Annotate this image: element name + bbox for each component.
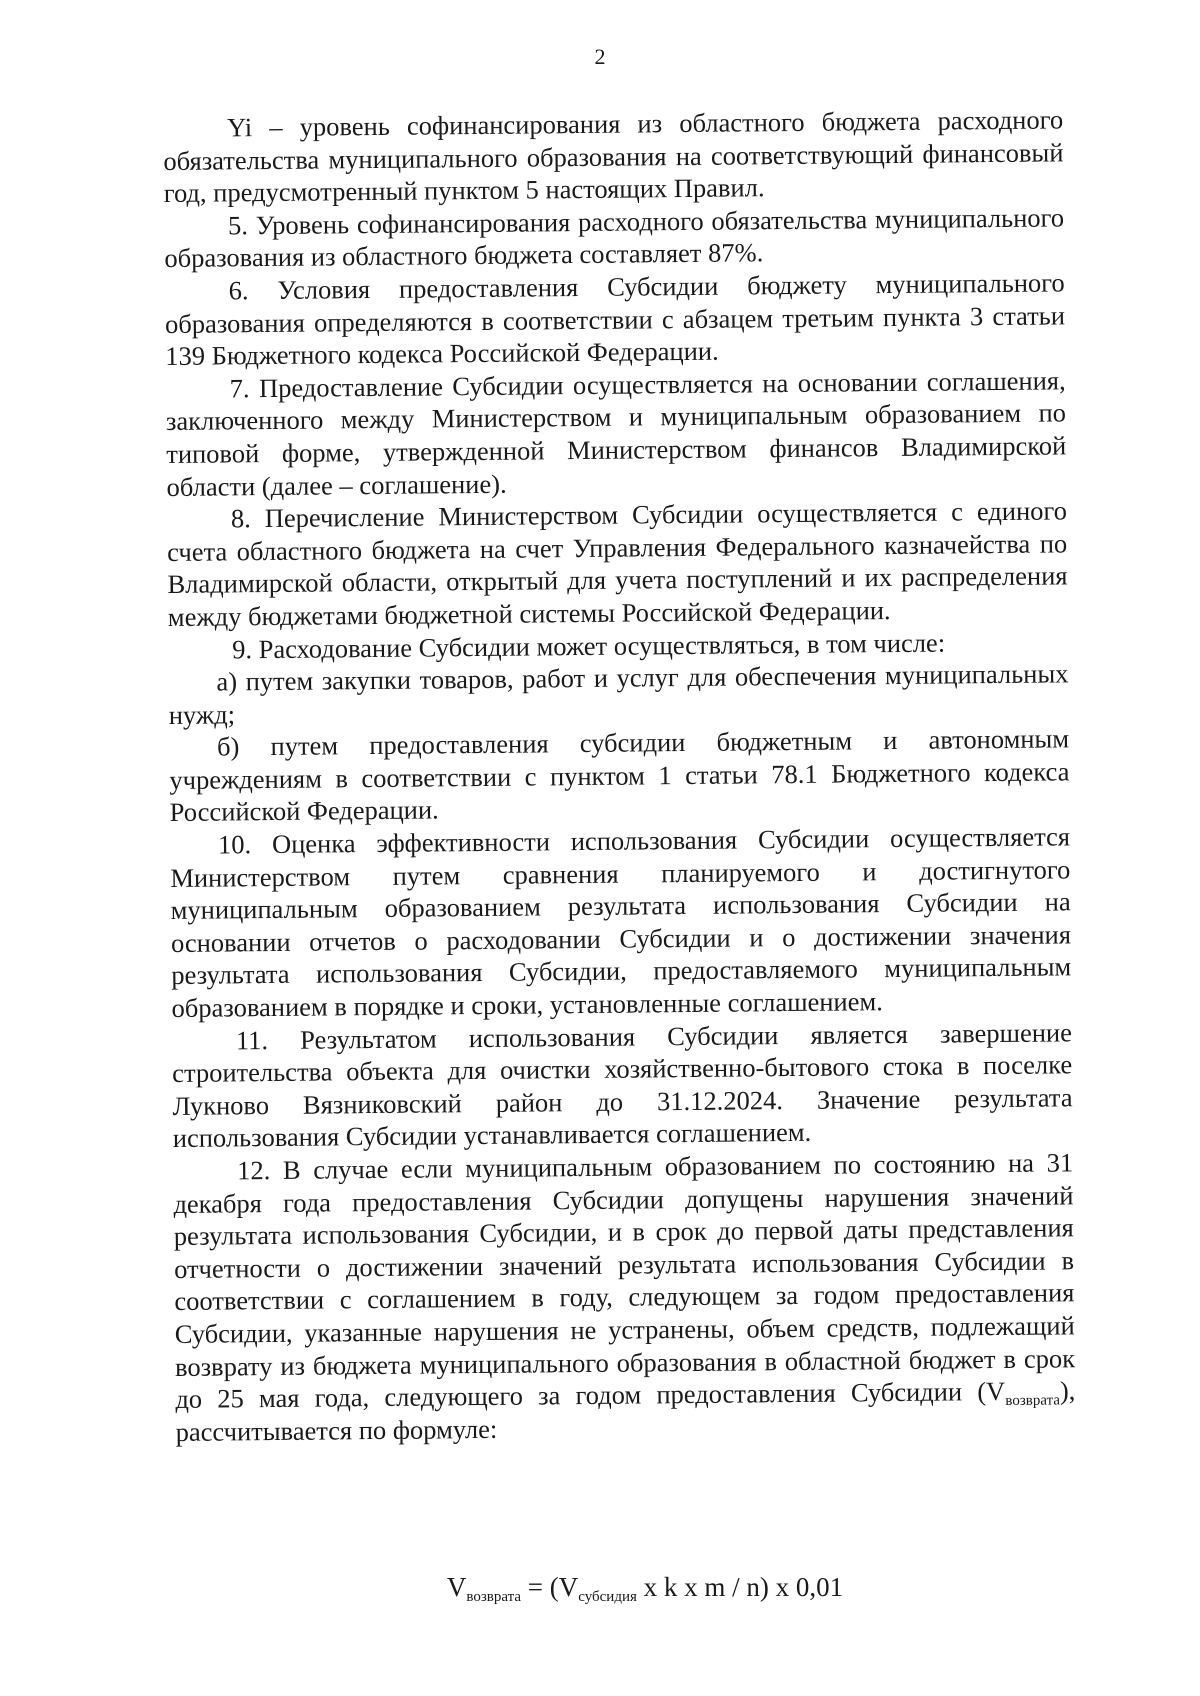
paragraph-9: 9. Расходование Субсидии может осуществляться, в том числе: [232,627,946,664]
paragraph-12-text: 12. В случае если муниципальным образованием по состоянию на 31 декабря года предоставления Субсидии допущены нарушения значений результата использования Субсидии, и в срок до первой даты представления отчетности о достижении значений результата использования Субсидии в соответствии с соглашением в году, следующем за годом предоставления Субсидии, указанные нарушения не устранены, объем средств, подлежащий возврату из бюджета муниципального образования в областной бюджет в срок до 25 мая года, следующего за годом предоставления Субсидии (V [173,1147,1076,1415]
formula-v: V [446,1572,467,1602]
paragraph-5: 5. Уровень софинансирования расходного обязательства муниципального образования из областного бюджета составляет 87%. [164,202,1065,274]
paragraph-9a: а) путем закупки товаров, работ и услуг для обеспечения муниципальных нужд; [168,658,1069,730]
formula-sub-subsidy: субсидия [578,1589,637,1605]
formula-eq-open: = (V [521,1572,579,1602]
formula-rest: x k x m / n) x 0,01 [636,1572,844,1602]
paragraph-10: 10. Оценка эффективности использования Субсидии осуществляется Министерством путем сравнения планируемого и достигнутого муниципальным образованием результата использования Субсидии на основании отчетов о расходовании Субсидии и о достижении значения результата использования Субсидии, предоставляемого муниципальным образованием в порядке и сроки, установленные соглашением. [170,821,1072,1023]
paragraph-8: 8. Перечисление Министерством Субсидии осуществляется с единого счета областного бюджета на счет Управления Федерального казначейства по Владимирской области, открытый для учета поступлений и их распределения между бюджетами бюджетной системы Российской Федерации. [167,495,1068,632]
paragraph-12-subscript: возврата [1005,1392,1061,1410]
paragraph-9b: б) путем предоставления субсидии бюджетным и автономным учреждениям в соответствии с пунктом 1 статьи 78.1 Бюджетного кодекса Российской Федерации. [169,723,1070,828]
formula [0,1572,1200,1603]
paragraph-11: 11. Результатом использования Субсидии является завершение строительства объекта для очистки хозяйственно-бытового стока в поселке Лукново Вязниковский район до 31.12.2024. Значение результата использования Субсидии устанавливается соглашением. [172,1016,1073,1154]
paragraph-12-tail: ), рассчитывается по формуле: [175,1375,1076,1447]
paragraph-6: 6. Условия предоставления Субсидии бюджету муниципального образования определяются в соответствии с абзацем третьим пункта 3 статьи 139 Бюджетного кодекса Российской Федерации. [164,267,1066,372]
paragraph-yi-definition: Yi – уровень софинансирования из областного бюджета расходного обязательства муниципального образования на соответствующий финансовый год, предусмотренный пунктом 5 настоящих Правил. [163,104,1064,209]
document-body [163,103,1076,1448]
paragraph-12 [173,1146,1076,1448]
page-number: 2 [594,44,606,69]
formula-sub-return: возврата [466,1589,522,1605]
paragraph-7: 7. Предоставление Субсидии осуществляется на основании соглашения, заключенного между Министерством и муниципальным образованием по типовой форме, утвержденной Министерством финансов Владимирской области (далее – соглашение). [165,365,1067,502]
